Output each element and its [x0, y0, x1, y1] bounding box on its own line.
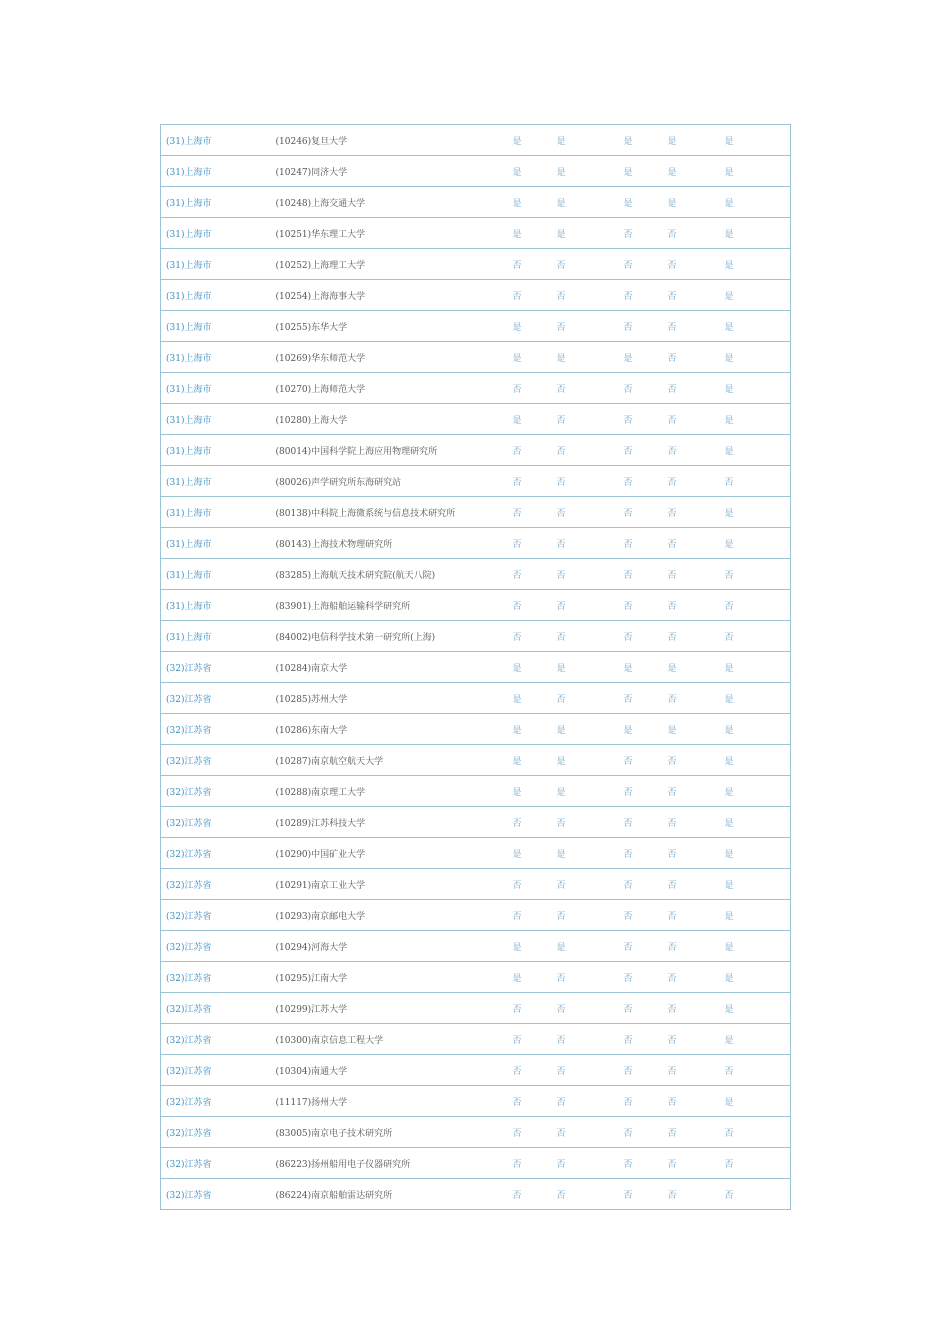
flag-cell-3: 否: [624, 900, 668, 931]
flag-cell-4: 否: [668, 993, 725, 1024]
flag-cell-4: 否: [668, 311, 725, 342]
province-cell: (31)上海市: [161, 528, 276, 559]
institution-cell: (10300)南京信息工程大学: [276, 1024, 513, 1055]
flag-cell-2: 是: [557, 187, 624, 218]
province-cell: (32)江苏省: [161, 962, 276, 993]
flag-cell-5: 是: [725, 187, 791, 218]
table-row: [161, 683, 791, 714]
flag-cell-2: 否: [557, 1024, 624, 1055]
flag-cell-3: 否: [624, 1179, 668, 1210]
flag-cell-1: 否: [513, 497, 557, 528]
flag-cell-2: 否: [557, 962, 624, 993]
flag-cell-5: 是: [725, 931, 791, 962]
institution-cell: (10299)江苏大学: [276, 993, 513, 1024]
flag-cell-3: 否: [624, 435, 668, 466]
flag-cell-3: 否: [624, 404, 668, 435]
table-row: [161, 125, 791, 156]
flag-cell-2: 否: [557, 528, 624, 559]
flag-cell-4: 否: [668, 745, 725, 776]
flag-cell-1: 是: [513, 652, 557, 683]
flag-cell-4: 是: [668, 187, 725, 218]
flag-cell-1: 否: [513, 1117, 557, 1148]
province-cell: (31)上海市: [161, 404, 276, 435]
province-cell: (31)上海市: [161, 156, 276, 187]
flag-cell-3: 否: [624, 249, 668, 280]
flag-cell-3: 是: [624, 652, 668, 683]
flag-cell-5: 是: [725, 218, 791, 249]
flag-cell-2: 否: [557, 869, 624, 900]
table-row: [161, 1024, 791, 1055]
flag-cell-1: 是: [513, 962, 557, 993]
table-row: [161, 776, 791, 807]
institution-cell: (10280)上海大学: [276, 404, 513, 435]
flag-cell-2: 是: [557, 714, 624, 745]
institution-cell: (10269)华东师范大学: [276, 342, 513, 373]
institution-cell: (10286)东南大学: [276, 714, 513, 745]
province-cell: (31)上海市: [161, 497, 276, 528]
flag-cell-2: 是: [557, 652, 624, 683]
flag-cell-4: 否: [668, 807, 725, 838]
institution-cell: (10251)华东理工大学: [276, 218, 513, 249]
flag-cell-2: 是: [557, 838, 624, 869]
flag-cell-5: 是: [725, 807, 791, 838]
province-cell: (32)江苏省: [161, 869, 276, 900]
flag-cell-1: 否: [513, 621, 557, 652]
flag-cell-4: 否: [668, 1024, 725, 1055]
province-cell: (31)上海市: [161, 125, 276, 156]
institution-cell: (80014)中国科学院上海应用物理研究所: [276, 435, 513, 466]
flag-cell-3: 否: [624, 373, 668, 404]
flag-cell-1: 否: [513, 435, 557, 466]
province-cell: (31)上海市: [161, 187, 276, 218]
province-cell: (32)江苏省: [161, 1117, 276, 1148]
table-row: [161, 218, 791, 249]
institution-cell: (11117)扬州大学: [276, 1086, 513, 1117]
flag-cell-1: 否: [513, 1086, 557, 1117]
institution-cell: (10255)东华大学: [276, 311, 513, 342]
institution-cell: (83285)上海航天技术研究院(航天八院): [276, 559, 513, 590]
flag-cell-5: 否: [725, 590, 791, 621]
province-cell: (32)江苏省: [161, 807, 276, 838]
province-cell: (32)江苏省: [161, 1055, 276, 1086]
flag-cell-2: 否: [557, 559, 624, 590]
institution-cell: (10247)同济大学: [276, 156, 513, 187]
province-cell: (31)上海市: [161, 466, 276, 497]
table-row: [161, 404, 791, 435]
table-row: [161, 559, 791, 590]
flag-cell-1: 否: [513, 373, 557, 404]
table-row: [161, 528, 791, 559]
flag-cell-2: 是: [557, 931, 624, 962]
table-row: [161, 931, 791, 962]
flag-cell-2: 是: [557, 125, 624, 156]
flag-cell-5: 是: [725, 745, 791, 776]
flag-cell-1: 否: [513, 528, 557, 559]
table-row: [161, 342, 791, 373]
flag-cell-4: 否: [668, 559, 725, 590]
institution-cell: (86224)南京船舶雷达研究所: [276, 1179, 513, 1210]
flag-cell-2: 否: [557, 249, 624, 280]
flag-cell-5: 是: [725, 683, 791, 714]
flag-cell-1: 否: [513, 869, 557, 900]
province-cell: (32)江苏省: [161, 683, 276, 714]
flag-cell-1: 否: [513, 249, 557, 280]
flag-cell-3: 否: [624, 1086, 668, 1117]
province-cell: (31)上海市: [161, 590, 276, 621]
province-cell: (31)上海市: [161, 218, 276, 249]
province-cell: (32)江苏省: [161, 776, 276, 807]
institution-cell: (80138)中科院上海微系统与信息技术研究所: [276, 497, 513, 528]
flag-cell-1: 否: [513, 900, 557, 931]
table-row: [161, 1148, 791, 1179]
flag-cell-1: 否: [513, 590, 557, 621]
flag-cell-3: 否: [624, 590, 668, 621]
flag-cell-1: 是: [513, 404, 557, 435]
flag-cell-5: 是: [725, 404, 791, 435]
flag-cell-1: 是: [513, 776, 557, 807]
flag-cell-1: 是: [513, 187, 557, 218]
flag-cell-4: 是: [668, 652, 725, 683]
flag-cell-2: 否: [557, 1148, 624, 1179]
flag-cell-2: 否: [557, 900, 624, 931]
flag-cell-1: 是: [513, 683, 557, 714]
flag-cell-3: 否: [624, 776, 668, 807]
table-row: [161, 187, 791, 218]
flag-cell-5: 是: [725, 373, 791, 404]
flag-cell-1: 是: [513, 838, 557, 869]
institution-cell: (10246)复旦大学: [276, 125, 513, 156]
flag-cell-2: 否: [557, 435, 624, 466]
flag-cell-3: 否: [624, 280, 668, 311]
flag-cell-2: 是: [557, 218, 624, 249]
table-row: [161, 1117, 791, 1148]
province-cell: (32)江苏省: [161, 745, 276, 776]
flag-cell-5: 是: [725, 1086, 791, 1117]
province-cell: (32)江苏省: [161, 1179, 276, 1210]
flag-cell-1: 否: [513, 1024, 557, 1055]
province-cell: (31)上海市: [161, 559, 276, 590]
flag-cell-5: 否: [725, 1179, 791, 1210]
flag-cell-4: 否: [668, 528, 725, 559]
flag-cell-5: 否: [725, 1055, 791, 1086]
province-cell: (32)江苏省: [161, 652, 276, 683]
flag-cell-4: 否: [668, 683, 725, 714]
flag-cell-2: 是: [557, 156, 624, 187]
flag-cell-5: 是: [725, 993, 791, 1024]
flag-cell-5: 否: [725, 1148, 791, 1179]
flag-cell-4: 否: [668, 249, 725, 280]
flag-cell-4: 否: [668, 931, 725, 962]
flag-cell-1: 是: [513, 714, 557, 745]
table-row: [161, 652, 791, 683]
flag-cell-4: 否: [668, 776, 725, 807]
table-row: [161, 807, 791, 838]
flag-cell-5: 是: [725, 311, 791, 342]
flag-cell-4: 是: [668, 714, 725, 745]
flag-cell-2: 否: [557, 280, 624, 311]
institution-table: [160, 124, 791, 1210]
flag-cell-2: 否: [557, 1117, 624, 1148]
province-cell: (32)江苏省: [161, 993, 276, 1024]
flag-cell-4: 是: [668, 125, 725, 156]
institution-cell: (84002)电信科学技术第一研究所(上海): [276, 621, 513, 652]
institution-cell: (10287)南京航空航天大学: [276, 745, 513, 776]
flag-cell-1: 否: [513, 807, 557, 838]
flag-cell-1: 否: [513, 466, 557, 497]
table-row: [161, 311, 791, 342]
flag-cell-3: 否: [624, 1148, 668, 1179]
table-row: [161, 745, 791, 776]
table-row: [161, 249, 791, 280]
flag-cell-4: 否: [668, 466, 725, 497]
flag-cell-4: 否: [668, 838, 725, 869]
flag-cell-5: 是: [725, 435, 791, 466]
flag-cell-3: 否: [624, 1055, 668, 1086]
institution-cell: (10288)南京理工大学: [276, 776, 513, 807]
institution-cell: (10284)南京大学: [276, 652, 513, 683]
flag-cell-4: 否: [668, 1086, 725, 1117]
institution-cell: (10252)上海理工大学: [276, 249, 513, 280]
flag-cell-2: 否: [557, 1179, 624, 1210]
table-row: [161, 621, 791, 652]
flag-cell-5: 是: [725, 342, 791, 373]
province-cell: (31)上海市: [161, 280, 276, 311]
table-row: [161, 373, 791, 404]
flag-cell-3: 否: [624, 497, 668, 528]
flag-cell-2: 是: [557, 342, 624, 373]
flag-cell-2: 否: [557, 590, 624, 621]
institution-cell: (10294)河海大学: [276, 931, 513, 962]
flag-cell-3: 否: [624, 962, 668, 993]
flag-cell-1: 否: [513, 1148, 557, 1179]
flag-cell-3: 否: [624, 745, 668, 776]
table-row: [161, 1055, 791, 1086]
flag-cell-1: 否: [513, 1179, 557, 1210]
institution-cell: (10291)南京工业大学: [276, 869, 513, 900]
flag-cell-5: 是: [725, 156, 791, 187]
flag-cell-3: 否: [624, 466, 668, 497]
province-cell: (31)上海市: [161, 435, 276, 466]
table-row: [161, 156, 791, 187]
flag-cell-1: 是: [513, 125, 557, 156]
table-row: [161, 435, 791, 466]
flag-cell-4: 否: [668, 869, 725, 900]
institution-cell: (10304)南通大学: [276, 1055, 513, 1086]
flag-cell-1: 否: [513, 280, 557, 311]
flag-cell-1: 是: [513, 156, 557, 187]
flag-cell-5: 否: [725, 559, 791, 590]
flag-cell-4: 否: [668, 1148, 725, 1179]
flag-cell-1: 否: [513, 993, 557, 1024]
flag-cell-3: 否: [624, 931, 668, 962]
institution-cell: (10293)南京邮电大学: [276, 900, 513, 931]
institution-cell: (10289)江苏科技大学: [276, 807, 513, 838]
province-cell: (31)上海市: [161, 621, 276, 652]
flag-cell-5: 是: [725, 869, 791, 900]
flag-cell-4: 否: [668, 404, 725, 435]
flag-cell-2: 否: [557, 1086, 624, 1117]
flag-cell-4: 否: [668, 590, 725, 621]
table-row: [161, 993, 791, 1024]
flag-cell-5: 是: [725, 776, 791, 807]
table-row: [161, 280, 791, 311]
institution-cell: (86223)扬州船用电子仪器研究所: [276, 1148, 513, 1179]
province-cell: (31)上海市: [161, 311, 276, 342]
flag-cell-1: 否: [513, 1055, 557, 1086]
flag-cell-5: 是: [725, 900, 791, 931]
flag-cell-1: 否: [513, 559, 557, 590]
flag-cell-4: 否: [668, 1179, 725, 1210]
province-cell: (32)江苏省: [161, 1086, 276, 1117]
flag-cell-5: 是: [725, 652, 791, 683]
flag-cell-3: 是: [624, 187, 668, 218]
flag-cell-3: 是: [624, 714, 668, 745]
flag-cell-1: 是: [513, 218, 557, 249]
flag-cell-3: 否: [624, 993, 668, 1024]
flag-cell-2: 否: [557, 311, 624, 342]
institution-cell: (10248)上海交通大学: [276, 187, 513, 218]
province-cell: (31)上海市: [161, 249, 276, 280]
institution-cell: (83901)上海船舶运输科学研究所: [276, 590, 513, 621]
flag-cell-1: 是: [513, 745, 557, 776]
flag-cell-2: 否: [557, 807, 624, 838]
flag-cell-5: 是: [725, 714, 791, 745]
flag-cell-3: 否: [624, 559, 668, 590]
flag-cell-3: 否: [624, 683, 668, 714]
institution-cell: (10270)上海师范大学: [276, 373, 513, 404]
table-row: [161, 497, 791, 528]
table-row: [161, 466, 791, 497]
table-row: [161, 869, 791, 900]
flag-cell-3: 否: [624, 621, 668, 652]
table-body: [161, 125, 791, 1210]
province-cell: (31)上海市: [161, 342, 276, 373]
flag-cell-2: 否: [557, 497, 624, 528]
flag-cell-2: 否: [557, 993, 624, 1024]
flag-cell-1: 是: [513, 311, 557, 342]
province-cell: (32)江苏省: [161, 1148, 276, 1179]
flag-cell-2: 否: [557, 621, 624, 652]
flag-cell-5: 是: [725, 1024, 791, 1055]
table-row: [161, 590, 791, 621]
flag-cell-2: 否: [557, 683, 624, 714]
province-cell: (32)江苏省: [161, 1024, 276, 1055]
flag-cell-5: 否: [725, 1117, 791, 1148]
flag-cell-3: 否: [624, 807, 668, 838]
table-row: [161, 838, 791, 869]
flag-cell-5: 是: [725, 838, 791, 869]
flag-cell-3: 是: [624, 125, 668, 156]
flag-cell-5: 是: [725, 125, 791, 156]
flag-cell-2: 是: [557, 745, 624, 776]
flag-cell-1: 是: [513, 342, 557, 373]
flag-cell-3: 否: [624, 869, 668, 900]
flag-cell-3: 否: [624, 528, 668, 559]
flag-cell-4: 否: [668, 218, 725, 249]
flag-cell-3: 否: [624, 218, 668, 249]
flag-cell-4: 否: [668, 1055, 725, 1086]
institution-cell: (10254)上海海事大学: [276, 280, 513, 311]
flag-cell-5: 是: [725, 962, 791, 993]
table-row: [161, 900, 791, 931]
province-cell: (31)上海市: [161, 373, 276, 404]
flag-cell-4: 否: [668, 621, 725, 652]
province-cell: (32)江苏省: [161, 900, 276, 931]
institution-cell: (10290)中国矿业大学: [276, 838, 513, 869]
flag-cell-4: 否: [668, 373, 725, 404]
flag-cell-3: 否: [624, 1024, 668, 1055]
table-row: [161, 714, 791, 745]
flag-cell-3: 否: [624, 838, 668, 869]
institution-cell: (10295)江南大学: [276, 962, 513, 993]
institution-cell: (80026)声学研究所东海研究站: [276, 466, 513, 497]
flag-cell-4: 否: [668, 342, 725, 373]
flag-cell-3: 否: [624, 1117, 668, 1148]
flag-cell-3: 否: [624, 311, 668, 342]
flag-cell-2: 否: [557, 373, 624, 404]
flag-cell-4: 否: [668, 435, 725, 466]
flag-cell-3: 是: [624, 342, 668, 373]
table-row: [161, 1086, 791, 1117]
flag-cell-5: 是: [725, 497, 791, 528]
institution-cell: (10285)苏州大学: [276, 683, 513, 714]
flag-cell-2: 否: [557, 404, 624, 435]
flag-cell-4: 否: [668, 962, 725, 993]
flag-cell-5: 否: [725, 621, 791, 652]
flag-cell-2: 否: [557, 1055, 624, 1086]
province-cell: (32)江苏省: [161, 714, 276, 745]
table-row: [161, 962, 791, 993]
flag-cell-4: 是: [668, 156, 725, 187]
flag-cell-4: 否: [668, 1117, 725, 1148]
flag-cell-5: 是: [725, 528, 791, 559]
flag-cell-5: 是: [725, 249, 791, 280]
flag-cell-2: 是: [557, 776, 624, 807]
flag-cell-5: 否: [725, 466, 791, 497]
flag-cell-3: 是: [624, 156, 668, 187]
flag-cell-4: 否: [668, 280, 725, 311]
province-cell: (32)江苏省: [161, 838, 276, 869]
flag-cell-4: 否: [668, 900, 725, 931]
institution-cell: (83005)南京电子技术研究所: [276, 1117, 513, 1148]
flag-cell-2: 否: [557, 466, 624, 497]
institution-cell: (80143)上海技术物理研究所: [276, 528, 513, 559]
flag-cell-1: 是: [513, 931, 557, 962]
table-row: [161, 1179, 791, 1210]
flag-cell-4: 否: [668, 497, 725, 528]
flag-cell-5: 是: [725, 280, 791, 311]
province-cell: (32)江苏省: [161, 931, 276, 962]
